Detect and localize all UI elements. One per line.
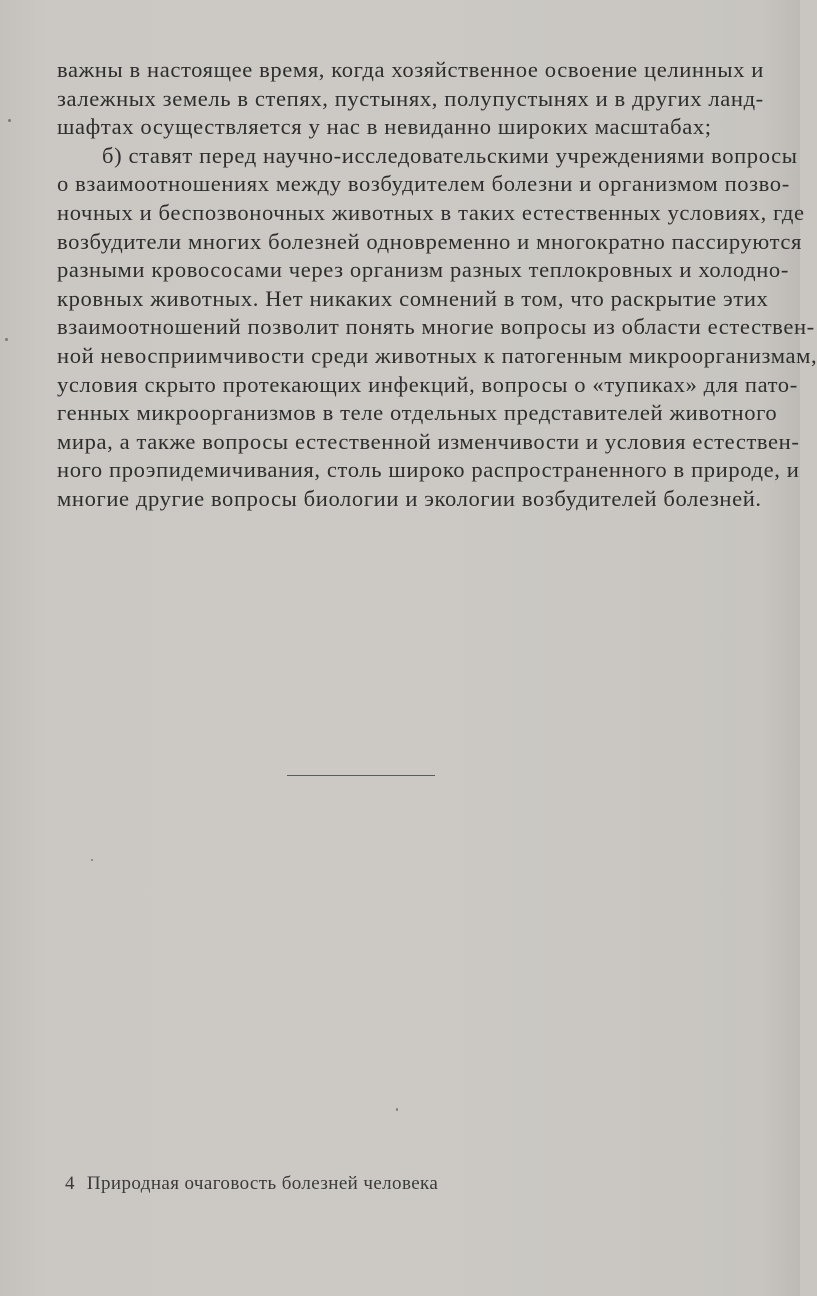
text-line: условия скрыто протекающих инфекций, вопросы о «тупиках» для пато- (57, 371, 798, 397)
text-line: б) ставят перед научно-исследовательскими учреждениями вопросы (102, 142, 798, 168)
text-line: ной невосприимчивости среди животных к патогенным микроорганизмам, (57, 342, 817, 368)
text-line: мира, а также вопросы естественной изменчивости и условия естествен- (57, 428, 800, 454)
text-line: генных микроорганизмов в теле отдельных представителей животного (57, 400, 778, 426)
text-line: важны в настоящее время, когда хозяйственное освоение целинных и (57, 57, 764, 82)
text-line: залежных земель в степях, пустынях, полупустынях и в других ланд- (57, 85, 764, 111)
body-text (57, 56, 817, 514)
text-line: взаимоотношений позволит понять многие вопросы из области естествен- (57, 314, 815, 340)
text-line: ного проэпидемичивания, столь широко распространенного в природе, и (57, 457, 800, 483)
section-divider (287, 775, 435, 776)
signature-number: 4 (65, 1173, 75, 1194)
text-line: о взаимоотношениях между возбудителем болезни и организмом позво- (57, 171, 790, 197)
paper-speck (5, 338, 8, 341)
text-line: ночных и беспозвоночных животных в таких естественных условиях, где (57, 199, 805, 225)
text-line: кровных животных. Нет никаких сомнений в том, что раскрытие этих (57, 285, 769, 311)
text-line: разными кровососами через организм разных теплокровных и холодно- (57, 257, 789, 283)
paper-speck (91, 859, 93, 861)
text-line: многие другие вопросы биологии и экологии возбудителей болезней. (57, 485, 762, 511)
paper-speck (8, 119, 11, 122)
book-title: Природная очаговость болезней человека (86, 1173, 439, 1194)
text-line: шафтах осуществляется у нас в невиданно широких масштабах; (57, 114, 712, 140)
page-footer (65, 1173, 438, 1195)
paper-speck (396, 1108, 398, 1111)
text-line: возбудители многих болезней одновременно и многократно пассируются (57, 228, 802, 254)
